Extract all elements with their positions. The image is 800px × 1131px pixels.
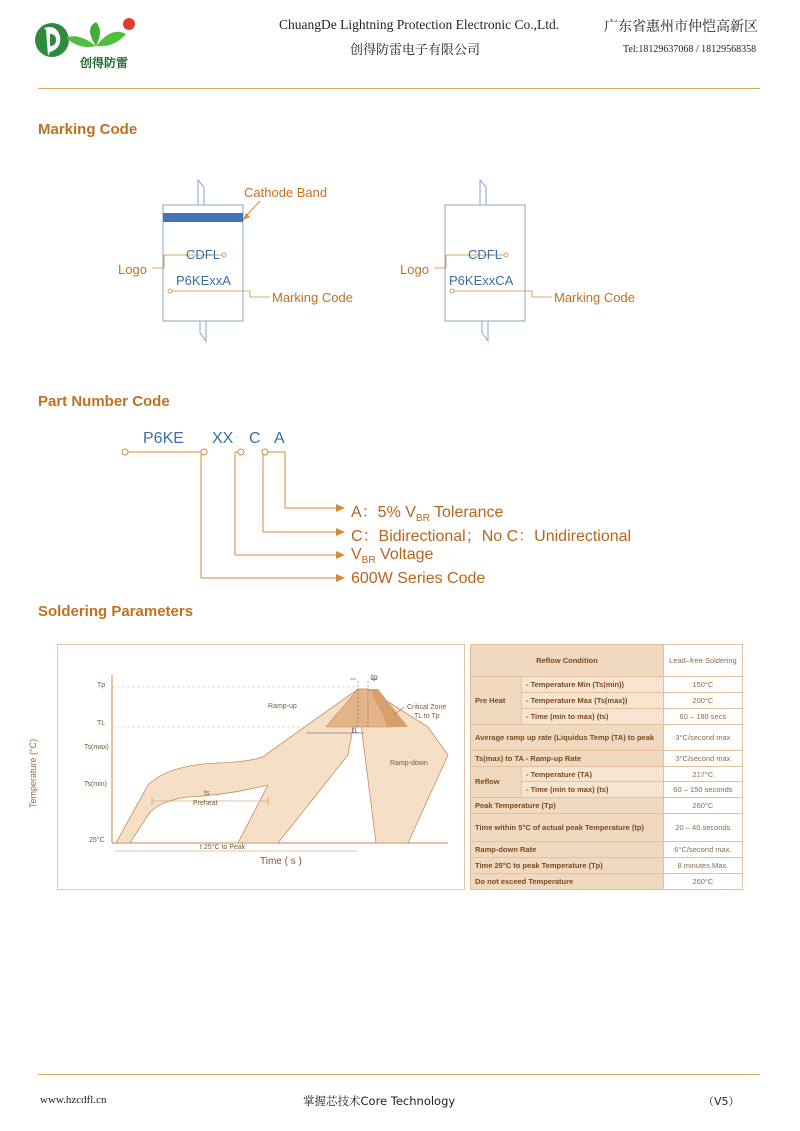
table-row: - Temperature Min (Ts(min)) bbox=[522, 677, 664, 693]
code-voltage: XX bbox=[212, 430, 234, 447]
table-cell: 8 minutes Max. bbox=[663, 858, 742, 874]
table-cell: 3°C/second max bbox=[663, 750, 742, 766]
preheat-label: Pre Heat bbox=[471, 677, 522, 725]
label-tp: tp bbox=[371, 673, 378, 682]
label-t25: t 25°C to Peak bbox=[200, 844, 246, 851]
header-divider bbox=[38, 88, 760, 89]
table-cell: 20 – 40 seconds bbox=[663, 814, 742, 842]
right-marking-label: Marking Code bbox=[554, 290, 635, 305]
table-row: Ts(max) to TA - Ramp-up Rate bbox=[471, 750, 664, 766]
table-row: Time 25°C to peak Temperature (Tp) bbox=[471, 858, 664, 874]
table-row: Ramp-down Rate bbox=[471, 842, 664, 858]
code-direction: C bbox=[249, 430, 261, 447]
footer-tagline: 掌握芯技术Core Technology bbox=[303, 1094, 456, 1108]
label-preheat: Preheat bbox=[193, 800, 218, 807]
tick-25c: 25°C bbox=[89, 837, 105, 844]
tick-tsmax: Ts(max) bbox=[84, 744, 109, 751]
cathode-band-label: Cathode Band bbox=[244, 185, 328, 200]
code-series: P6KE bbox=[143, 430, 184, 447]
reflow-profile-chart bbox=[57, 644, 465, 890]
code-tolerance: A bbox=[274, 430, 285, 447]
table-cell: 3°C/second max bbox=[663, 724, 742, 750]
table-cell: 217°C bbox=[663, 766, 742, 782]
table-row: Peak Temperature (Tp) bbox=[471, 798, 664, 814]
table-cell: 260°C bbox=[663, 874, 742, 890]
left-part-text: P6KExxA bbox=[176, 273, 231, 288]
table-row: - Temperature Max (Ts(max)) bbox=[522, 692, 664, 708]
table-cell: 150°C bbox=[663, 677, 742, 693]
table-row: - Temperature (TA) bbox=[522, 766, 664, 782]
table-cell: 200°C bbox=[663, 692, 742, 708]
label-tl: tL bbox=[352, 726, 359, 735]
label-critical-range: TL to Tp bbox=[414, 713, 440, 720]
company-name-en: ChuangDe Lightning Protection Electronic Co.,Ltd. bbox=[279, 17, 560, 32]
footer-divider bbox=[38, 1074, 760, 1075]
table-cell: 60 – 150 seconds bbox=[663, 782, 742, 798]
table-row: - Time (min to max) (ts) bbox=[522, 782, 664, 798]
table-row: - Time (min to max) (ts) bbox=[522, 708, 664, 724]
table-row: Time within 5°C of actual peak Temperature (tp) bbox=[471, 814, 664, 842]
soldering-table bbox=[470, 644, 743, 890]
pn-item-voltage: $V_{BR}$ Voltage bbox=[351, 546, 434, 567]
tick-tsmin: Ts(min) bbox=[84, 781, 107, 788]
left-brand-text: CDFL bbox=[186, 247, 220, 262]
right-brand-text: CDFL bbox=[468, 247, 502, 262]
pn-item-series: 600W Series Code bbox=[351, 570, 486, 587]
footer-version: （V5） bbox=[703, 1095, 740, 1108]
reflow-label: Reflow bbox=[471, 766, 522, 798]
marking-code-diagram bbox=[100, 175, 660, 350]
table-cell: 60 – 180 secs bbox=[663, 708, 742, 724]
company-name-cn: 创得防雷电子有限公司 bbox=[350, 43, 481, 58]
soldering-title: Soldering Parameters bbox=[38, 603, 194, 620]
part-number-diagram bbox=[115, 440, 355, 590]
marking-code-title: Marking Code bbox=[38, 121, 138, 138]
part-number-title: Part Number Code bbox=[38, 393, 170, 410]
chart-ylabel: Temperature (°C) bbox=[28, 738, 38, 808]
pn-item-direction: C：Bidirectional；No C：Unidirectional bbox=[351, 528, 632, 545]
right-part-text: P6KExxCA bbox=[449, 273, 514, 288]
table-cell: 6°C/second max. bbox=[663, 842, 742, 858]
right-logo-label: Logo bbox=[400, 262, 429, 277]
tick-tl: TL bbox=[97, 720, 106, 727]
tick-tp: Tp bbox=[97, 682, 106, 689]
pn-item-tolerance: A：5% $V_{BR}$ Tolerance bbox=[351, 504, 504, 525]
table-row: Average ramp up rate (Liquidus Temp (TA) to peak bbox=[471, 724, 664, 750]
label-ts: ts bbox=[204, 790, 210, 797]
left-marking-label: Marking Code bbox=[272, 290, 353, 305]
left-logo-label: Logo bbox=[118, 262, 147, 277]
table-cell: 260°C bbox=[663, 798, 742, 814]
label-rampdown: Ramp-down bbox=[390, 760, 428, 767]
table-header-leadfree: Lead–free Soldering bbox=[663, 645, 742, 677]
footer-website[interactable]: www.hzcdfl.cn bbox=[40, 1094, 107, 1106]
label-critical: Critical Zone bbox=[407, 704, 447, 711]
label-rampup: Ramp-up bbox=[268, 703, 297, 710]
logo-text: 创得防雷 bbox=[80, 56, 129, 70]
table-row: Do not exceed Temperature bbox=[471, 874, 664, 890]
chart-xlabel: Time ( s ) bbox=[260, 856, 302, 867]
company-tel: Tel:18129637068 / 18129568358 bbox=[623, 44, 757, 55]
table-header-condition: Reflow Condition bbox=[471, 645, 664, 677]
company-location: 广东省惠州市仲恺高新区 bbox=[604, 19, 758, 35]
